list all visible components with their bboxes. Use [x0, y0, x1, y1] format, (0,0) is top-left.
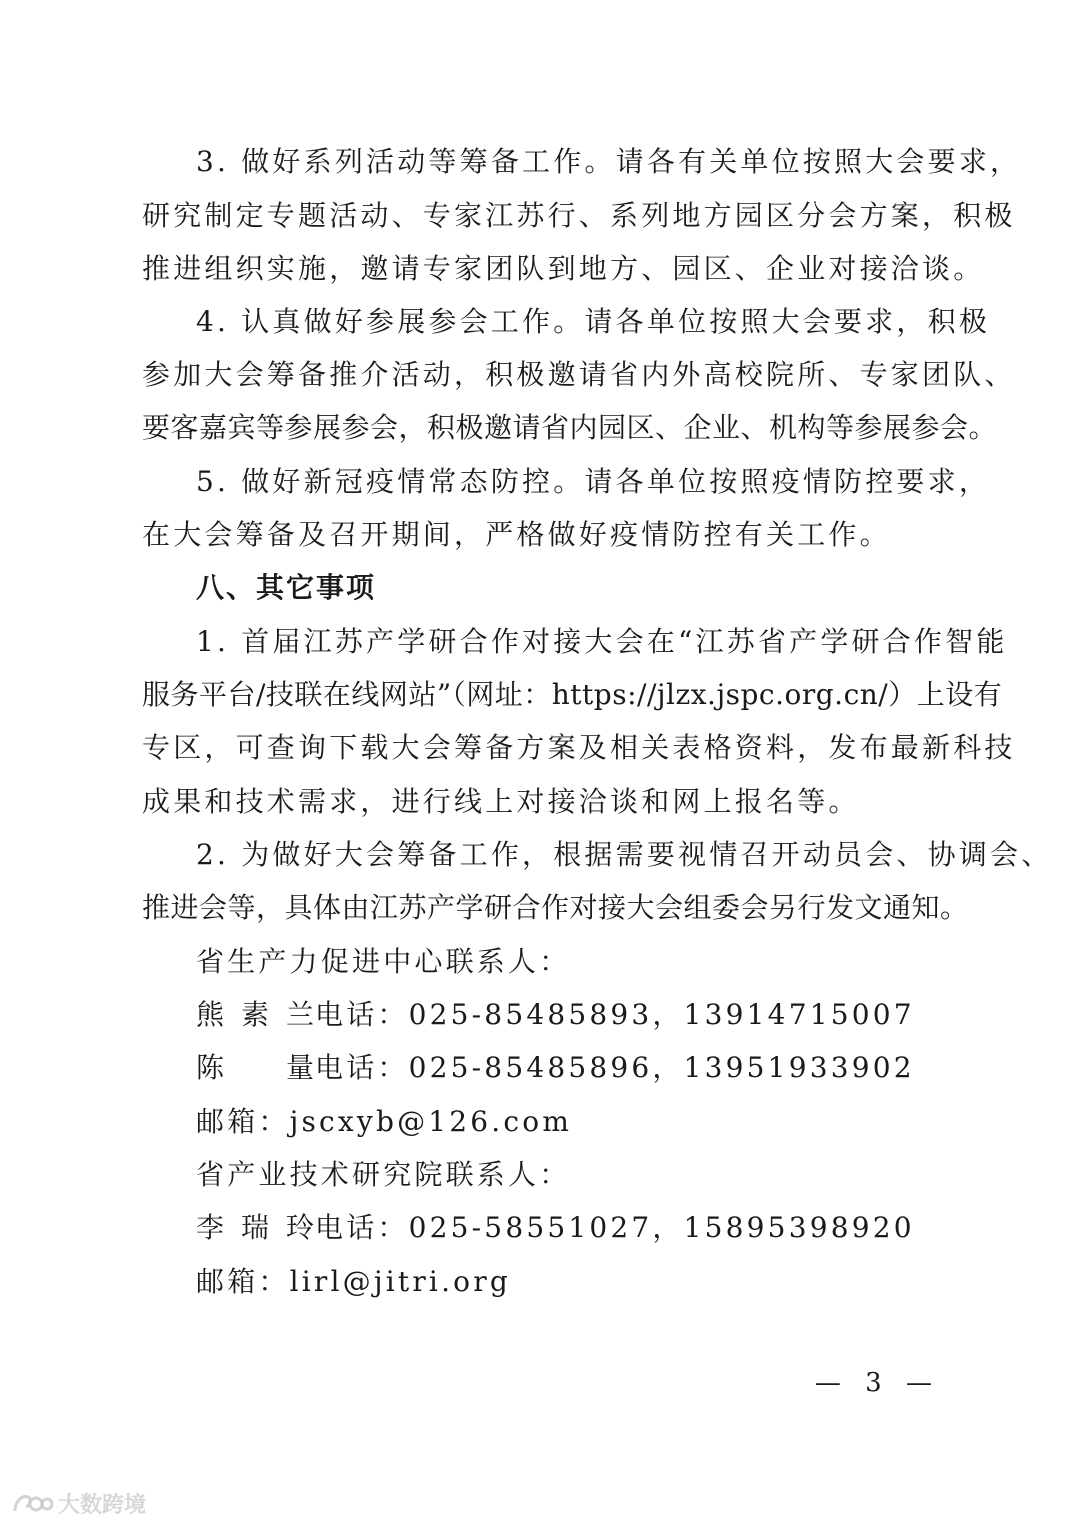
item2-line-1: 2. 为做好大会筹备工作，根据需要视情召开动员会、协调会、: [196, 838, 1053, 871]
contact-phone: 电话：025-85485893，13914715007: [315, 998, 915, 1031]
contact-row: [196, 1208, 996, 1248]
p5-line-2: 在大会筹备及召开期间，严格做好疫情防控有关工作。: [142, 518, 891, 551]
contact-row: [196, 1048, 996, 1088]
contact-group1-title: 省生产力促进中心联系人：: [196, 945, 571, 978]
page-number: — 3 —: [814, 1368, 940, 1398]
item1-line-4: 成果和技术需求，进行线上对接洽谈和网上报名等。: [142, 785, 860, 818]
section-heading: 八、其它事项: [196, 571, 377, 604]
contact-email: 邮箱：lirl@jitri.org: [196, 1265, 511, 1298]
p3-line-2: 研究制定专题活动、专家江苏行、系列地方园区分会方案，积极: [142, 199, 1016, 232]
item1-line-2: 服务平台/技联在线网站”（网址：https://jlzx.jspc.org.cn/）上设有: [142, 678, 1003, 711]
contact-phone: 电话：025-85485896，13951933902: [315, 1051, 915, 1084]
p4-line-1: 4. 认真做好参展参会工作。请各单位按照大会要求，积极: [196, 305, 991, 338]
p3-line-1: 3. 做好系列活动等筹备工作。请各有关单位按照大会要求，: [196, 145, 1022, 178]
item1-line-3: 专区，可查询下载大会筹备方案及相关表格资料，发布最新科技: [142, 731, 1016, 764]
contact-name: 李瑞玲: [196, 1211, 314, 1244]
contact-phone: 电话：025-58551027，15895398920: [315, 1211, 915, 1244]
p3-line-3: 推进组织实施，邀请专家团队到地方、园区、企业对接洽谈。: [142, 252, 985, 285]
contact-name: 熊素兰: [196, 998, 314, 1031]
contact-name: 陈 量: [196, 1051, 314, 1084]
watermark-logo-icon: [12, 1491, 54, 1517]
watermark: [12, 1488, 146, 1519]
item1-line-1: 1. 首届江苏产学研合作对接大会在“江苏省产学研合作智能: [196, 625, 1008, 658]
p5-line-1: 5. 做好新冠疫情常态防控。请各单位按照疫情防控要求，: [196, 465, 991, 498]
p4-line-2: 参加大会筹备推介活动，积极邀请省内外高校院所、专家团队、: [142, 358, 1016, 391]
p4-line-3: 要客嘉宾等参展参会，积极邀请省内园区、企业、机构等参展参会。: [142, 411, 998, 444]
contact-row: [196, 995, 996, 1035]
contact-email: 邮箱：jscxyb@126.com: [196, 1105, 573, 1138]
item2-line-2: 推进会等，具体由江苏产学研合作对接大会组委会另行发文通知。: [142, 891, 969, 924]
watermark-text: 大数跨境: [58, 1493, 147, 1518]
contact-group2-title: 省产业技术研究院联系人：: [196, 1158, 571, 1191]
